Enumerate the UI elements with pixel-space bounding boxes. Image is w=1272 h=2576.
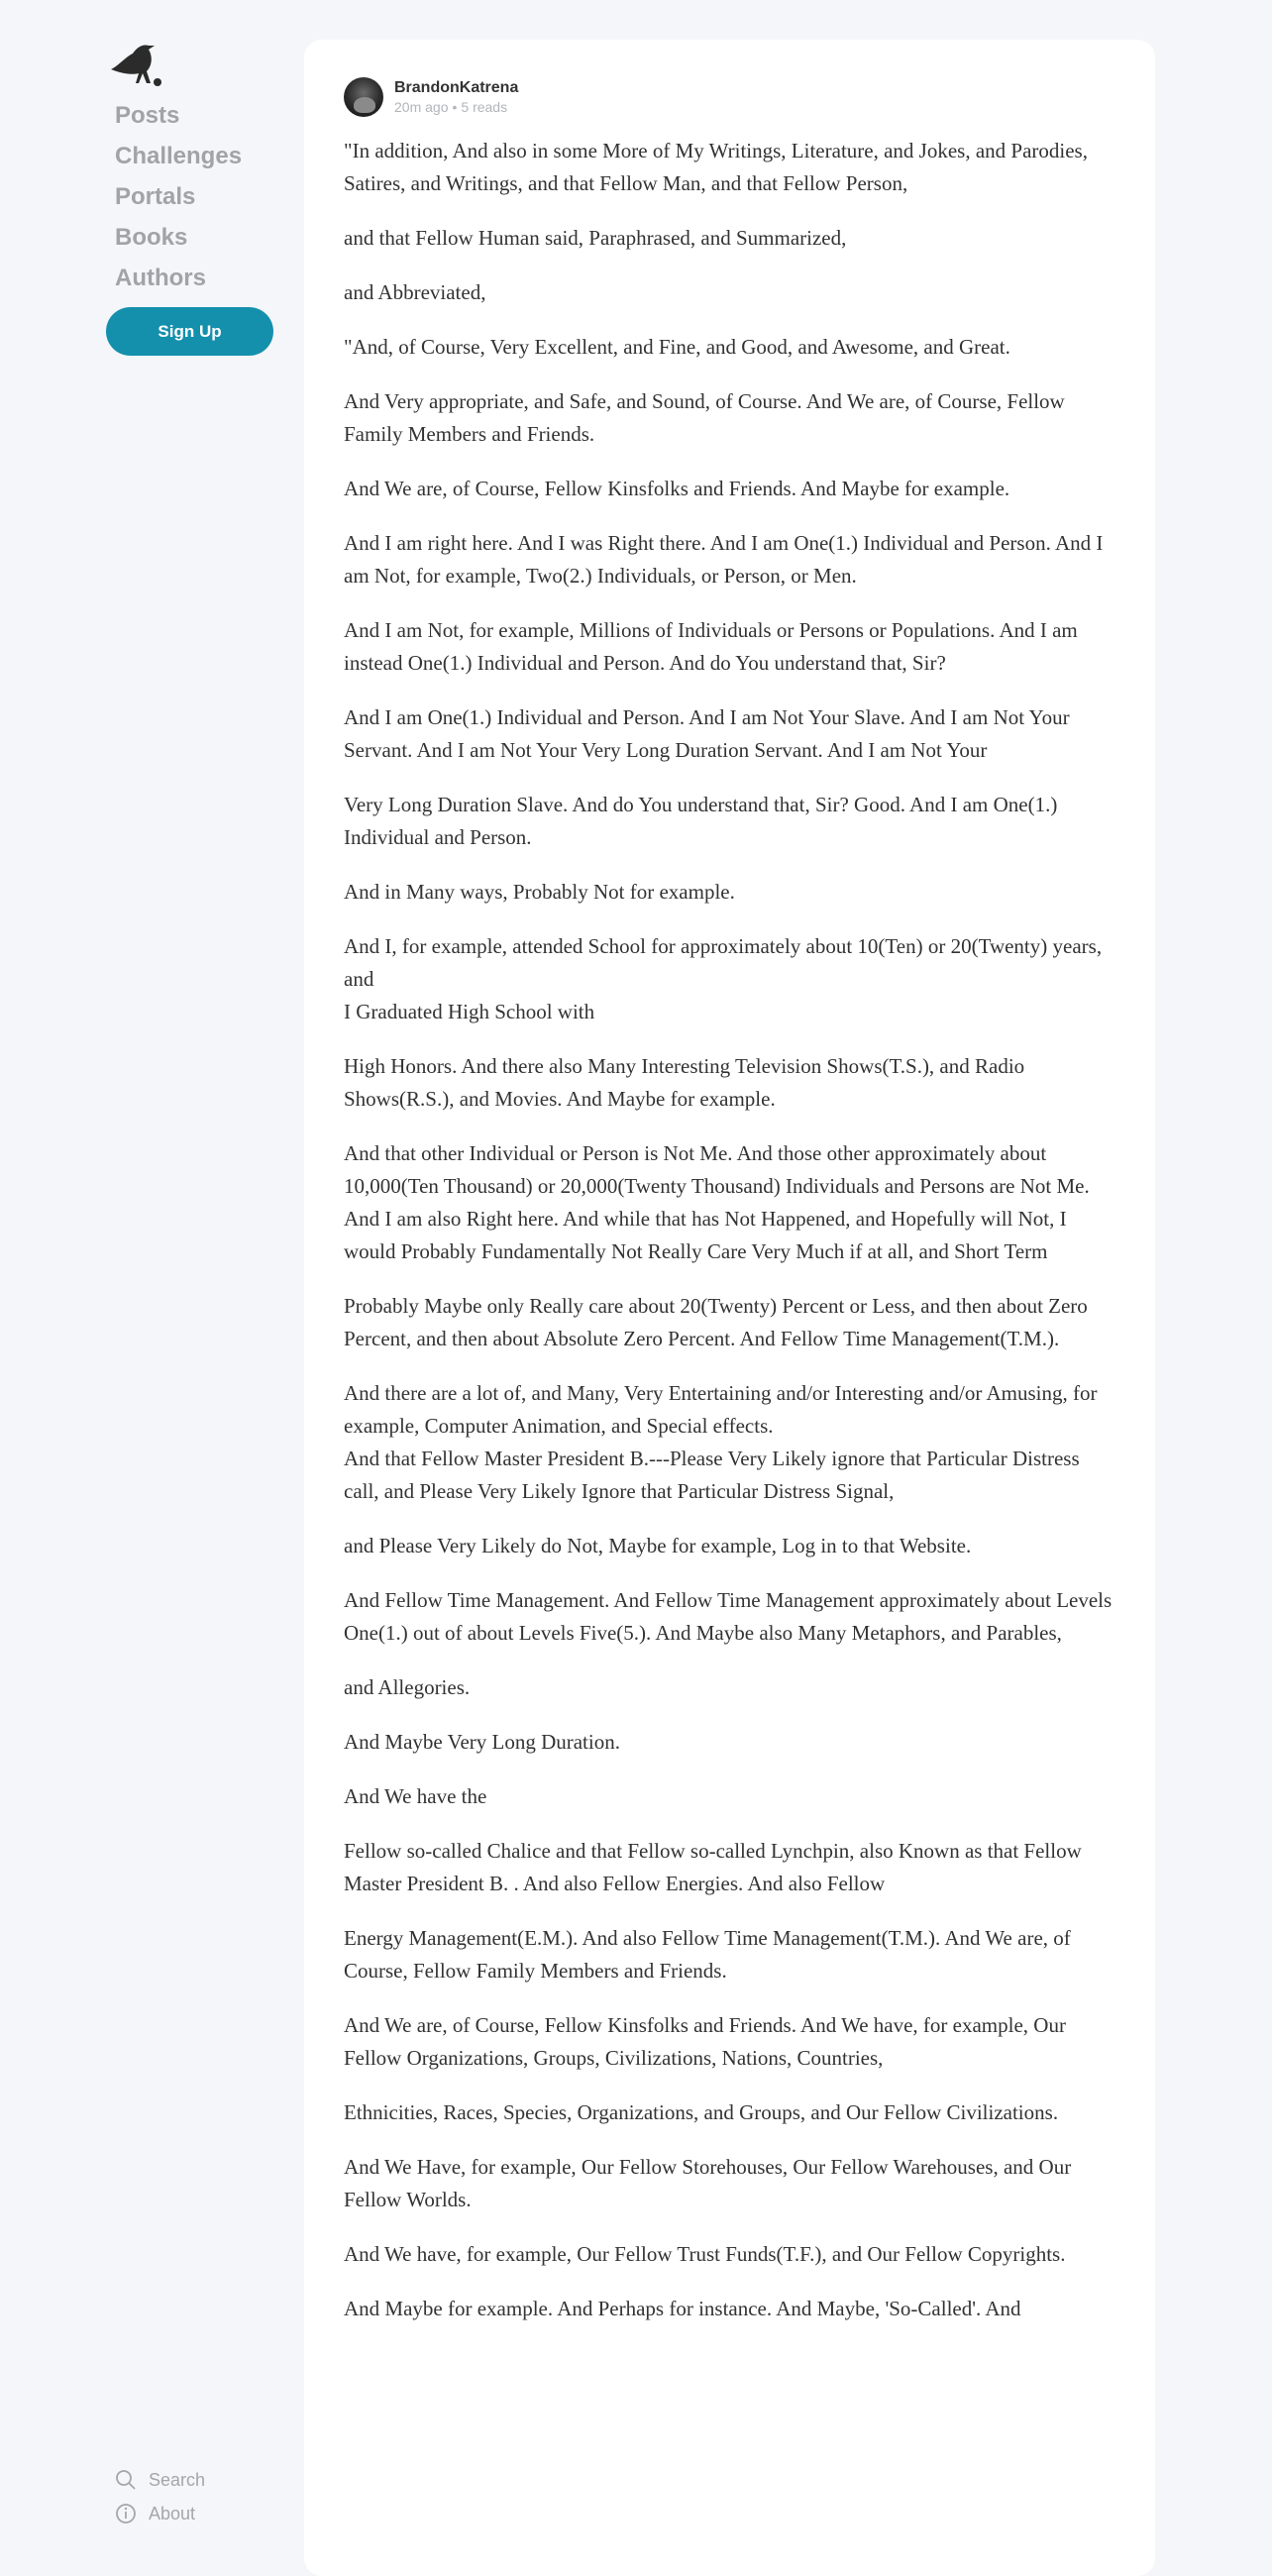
post-paragraph: And We are, of Course, Fellow Kinsfolks and Friends. And We have, for example, Our Fellow Organizations, Groups, Civilizations, Nations, Countries, xyxy=(344,2013,1066,2070)
main-nav xyxy=(115,95,242,298)
post-paragraph: and Please Very Likely do Not, Maybe for example, Log in to that Website. xyxy=(344,1534,972,1557)
post-paragraph: Ethnicities, Races, Species, Organizations, and Groups, and Our Fellow Civilizations. xyxy=(344,2100,1059,2124)
post-paragraph: Energy Management(E.M.). And also Fellow Time Management(T.M.). And We are, of Course, Fellow Family Members and Friends. xyxy=(344,1926,1071,1983)
post-paragraph: And in Many ways, Probably Not for example. xyxy=(344,880,735,904)
post-paragraph: Fellow so-called Chalice and that Fellow so-called Lynchpin, also Known as that Fellow Master President B. . And also Fellow Energies. And also Fellow xyxy=(344,1839,1082,1895)
post-paragraph: And We have the xyxy=(344,1784,487,1808)
post-paragraph: And I am right here. And I was Right there. And I am One(1.) Individual and Person. And I am Not, for example, Two(2.) Individuals, or Person, or Men. xyxy=(344,531,1104,588)
avatar[interactable] xyxy=(344,77,383,117)
nav-challenges[interactable]: Challenges xyxy=(115,143,243,169)
post-paragraph: And I am Not, for example, Millions of Individuals or Persons or Populations. And I am instead One(1.) Individual and Person. And do You understand that, Sir? xyxy=(344,618,1078,675)
post-paragraph: Probably Maybe only Really care about 20(Twenty) Percent or Less, and then about Zero Percent, and then about Absolute Zero Percent. And Fellow Time Management(T.M.). xyxy=(344,1294,1088,1350)
nav-posts[interactable]: Posts xyxy=(115,102,180,129)
post-reads: 5 reads xyxy=(461,99,508,115)
info-icon xyxy=(115,2503,137,2524)
author-name[interactable]: BrandonKatrena xyxy=(394,79,519,96)
post-paragraph: And there are a lot of, and Many, Very Entertaining and/or Interesting and/or Amusing, for example, Computer Animation, and Special effects. And that Fellow Master President B.---Please Very Likely ignore that Particular Distress call, and Please Very Likely Ignore that Particular Distress Signal, xyxy=(344,1381,1098,1503)
about-label: About xyxy=(149,2503,196,2523)
nav-authors[interactable]: Authors xyxy=(115,265,206,291)
post-paragraph: High Honors. And there also Many Interesting Television Shows(T.S.), and Radio Shows(R.S.), and Movies. And Maybe for example. xyxy=(344,1054,1025,1111)
crow-logo-icon[interactable] xyxy=(109,40,166,89)
about-link[interactable] xyxy=(115,2497,205,2530)
post-paragraph: and Allegories. xyxy=(344,1675,471,1699)
sign-up-button[interactable]: Sign Up xyxy=(106,307,273,356)
sidebar-footer xyxy=(115,2463,205,2530)
post-body xyxy=(344,135,1116,2347)
post-paragraph: And We have, for example, Our Fellow Trust Funds(T.F.), and Our Fellow Copyrights. xyxy=(344,2242,1066,2266)
search-label: Search xyxy=(149,2469,206,2490)
post-paragraph: "In addition, And also in some More of My Writings, Literature, and Jokes, and Parodies, Satires, and Writings, and that Fellow Man, and that Fellow Person, xyxy=(344,139,1088,195)
nav-portals[interactable]: Portals xyxy=(115,183,196,210)
nav-books[interactable]: Books xyxy=(115,224,188,251)
post-paragraph: And I, for example, attended School for approximately about 10(Ten) or 20(Twenty) years, and I Graduated High School with xyxy=(344,934,1103,1023)
post-paragraph: and that Fellow Human said, Paraphrased, and Summarized, xyxy=(344,226,847,250)
meta-separator: • xyxy=(452,99,458,115)
post-paragraph: And Fellow Time Management. And Fellow Time Management approximately about Levels One(1.) out of about Levels Five(5.). And Maybe also Many Metaphors, and Parables, xyxy=(344,1588,1113,1645)
post-paragraph: And We are, of Course, Fellow Kinsfolks and Friends. And Maybe for example. xyxy=(344,477,1010,500)
post-card xyxy=(304,40,1155,2576)
post-paragraph: And Maybe Very Long Duration. xyxy=(344,1730,620,1754)
post-paragraph: And Maybe for example. And Perhaps for instance. And Maybe, 'So-Called'. And xyxy=(344,2297,1021,2320)
post-time: 20m ago xyxy=(394,99,449,115)
post-paragraph: And Very appropriate, and Safe, and Sound, of Course. And We are, of Course, Fellow Family Members and Friends. xyxy=(344,389,1065,446)
post-paragraph: "And, of Course, Very Excellent, and Fine, and Good, and Awesome, and Great. xyxy=(344,335,1010,359)
post-author xyxy=(344,77,518,117)
post-paragraph: And I am One(1.) Individual and Person. And I am Not Your Slave. And I am Not Your Servant. And I am Not Your Very Long Duration Servant. And I am Not Your xyxy=(344,705,1070,762)
sidebar xyxy=(0,0,297,2544)
post-meta xyxy=(394,98,518,116)
post-paragraph: And that other Individual or Person is Not Me. And those other approximately about 10,000(Ten Thousand) or 20,000(Twenty Thousand) Individuals and Persons are Not Me. And I am also Right here. And while that has Not Happened, and Hopefully will Not, I would Probably Fundamentally Not Really Care Very Much if at all, and Short Term xyxy=(344,1141,1090,1263)
post-paragraph: And We Have, for example, Our Fellow Storehouses, Our Fellow Warehouses, and Our Fellow Worlds. xyxy=(344,2155,1072,2211)
search-icon xyxy=(115,2469,137,2491)
search-link[interactable] xyxy=(115,2463,205,2497)
post-paragraph: and Abbreviated, xyxy=(344,280,486,304)
post-paragraph: Very Long Duration Slave. And do You understand that, Sir? Good. And I am One(1.) Individual and Person. xyxy=(344,793,1058,849)
